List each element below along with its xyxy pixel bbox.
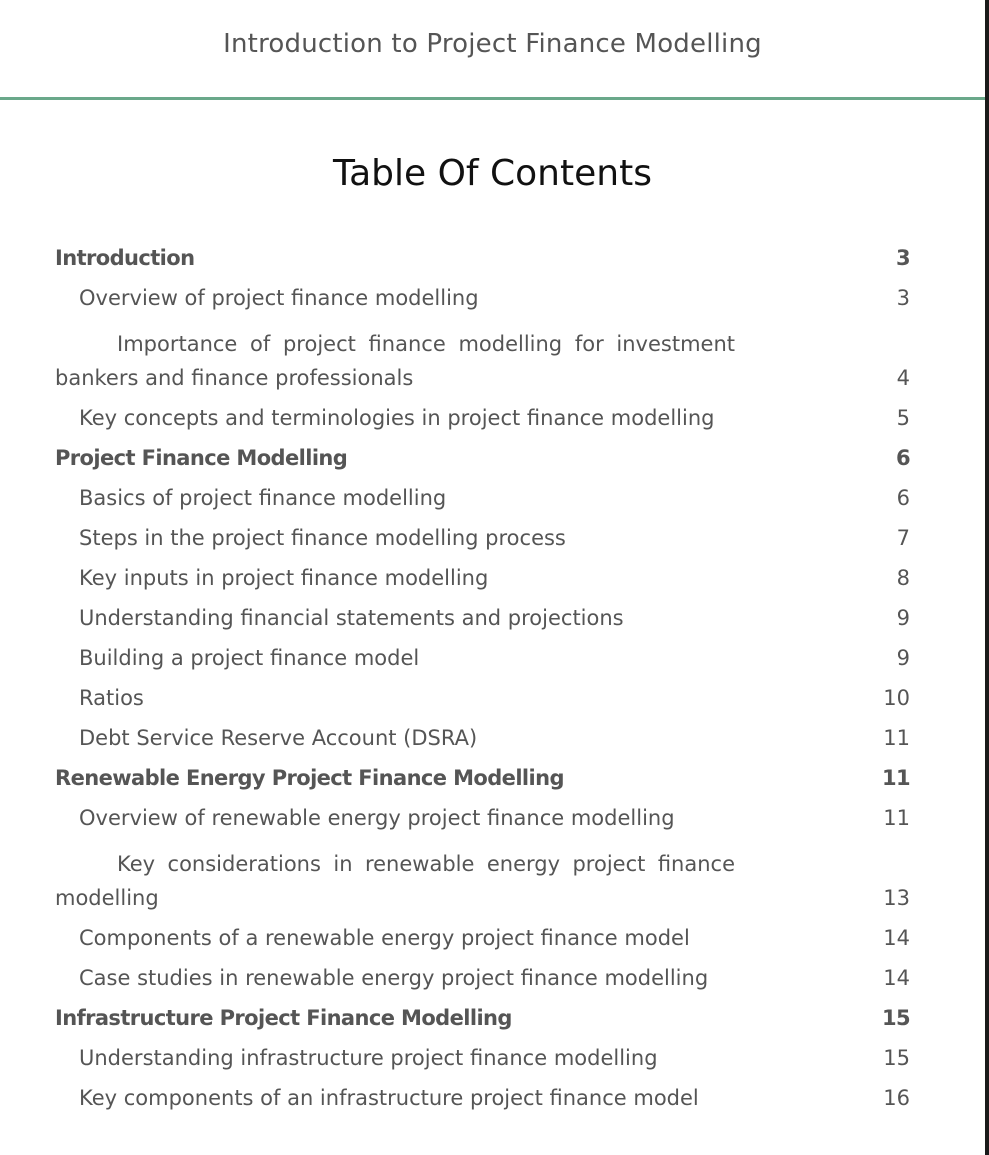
toc-entry-page: 3 [895,246,910,270]
toc-section[interactable] [55,398,910,438]
toc-section[interactable] [55,958,910,998]
toc-section[interactable] [55,558,910,598]
toc-entry-label: Debt Service Reserve Account (DSRA) [79,726,478,750]
toc-section[interactable] [55,1038,910,1078]
toc-section[interactable] [55,838,910,918]
toc-entry-page: 3 [896,286,910,310]
toc-entry-label: Project Finance Modelling [55,446,348,470]
toc-entry-label: Components of a renewable energy project finance model [79,926,690,950]
toc-entry-label: Basics of project finance modelling [79,486,447,510]
toc-entry-label: Understanding financial statements and projections [79,606,624,630]
toc-section[interactable] [55,718,910,758]
toc-section[interactable] [55,678,910,718]
toc-entry-page: 11 [881,766,910,790]
toc-entry-page: 7 [896,526,910,550]
toc-entry-label: Key concepts and terminologies in project finance modelling [79,406,715,430]
toc-section[interactable] [55,318,910,398]
toc-section[interactable] [55,918,910,958]
toc-entry-label: Overview of project finance modelling [79,286,479,310]
toc-chapter-project-finance-modelling[interactable] [55,438,910,478]
toc-chapter-renewable-energy[interactable] [55,758,910,798]
toc-entry-label: Infrastructure Project Finance Modelling [55,1006,512,1030]
toc-section[interactable] [55,278,910,318]
toc-section[interactable] [55,598,910,638]
toc-entry-page: 15 [881,1006,910,1030]
toc-entry-page: 10 [883,686,910,710]
toc-entry-label: Case studies in renewable energy project finance modelling [79,966,709,990]
toc-chapter-introduction[interactable] [55,238,910,278]
toc-entry-page: 4 [896,366,910,390]
toc-entry-page: 9 [896,606,910,630]
toc-entry-page: 13 [883,886,910,910]
toc-entry-page: 11 [883,806,910,830]
toc-entry-page: 14 [883,966,910,990]
toc-entry-page: 8 [896,566,910,590]
toc-section[interactable] [55,518,910,558]
toc-entry-label: Key components of an infrastructure project finance model [79,1086,699,1110]
toc-chapter-infrastructure[interactable] [55,998,910,1038]
toc-entry-page: 6 [896,486,910,510]
toc-entry-page: 11 [883,726,910,750]
toc-entry-label: Renewable Energy Project Finance Modelling [55,766,564,790]
toc-entry-label: Steps in the project finance modelling process [79,526,566,550]
toc-entry-label: Introduction [55,246,195,270]
toc-entry-label: Building a project finance model [79,646,420,670]
toc-entry-page: 14 [883,926,910,950]
document-title: Introduction to Project Finance Modelling [223,28,762,59]
toc-entry-label: Importance of project finance modelling for investment bankers and finance professionals [55,332,735,390]
toc-entry-page: 15 [883,1046,910,1070]
toc-entry-label: Key inputs in project finance modelling [79,566,489,590]
toc-entry-page: 9 [896,646,910,670]
toc-entry-page: 16 [883,1086,910,1110]
toc-entry-page: 6 [895,446,910,470]
toc-section[interactable] [55,798,910,838]
toc-section[interactable] [55,1078,910,1118]
toc-heading: Table Of Contents [333,153,652,194]
page-header [0,0,985,100]
toc-entry-label: Understanding infrastructure project finance modelling [79,1046,658,1070]
table-of-contents [55,238,910,1118]
toc-entry-label: Key considerations in renewable energy project finance modelling [55,852,735,910]
toc-entry-label: Ratios [79,686,144,710]
toc-section[interactable] [55,478,910,518]
toc-entry-label: Overview of renewable energy project finance modelling [79,806,675,830]
toc-section[interactable] [55,638,910,678]
toc-entry-page: 5 [896,406,910,430]
